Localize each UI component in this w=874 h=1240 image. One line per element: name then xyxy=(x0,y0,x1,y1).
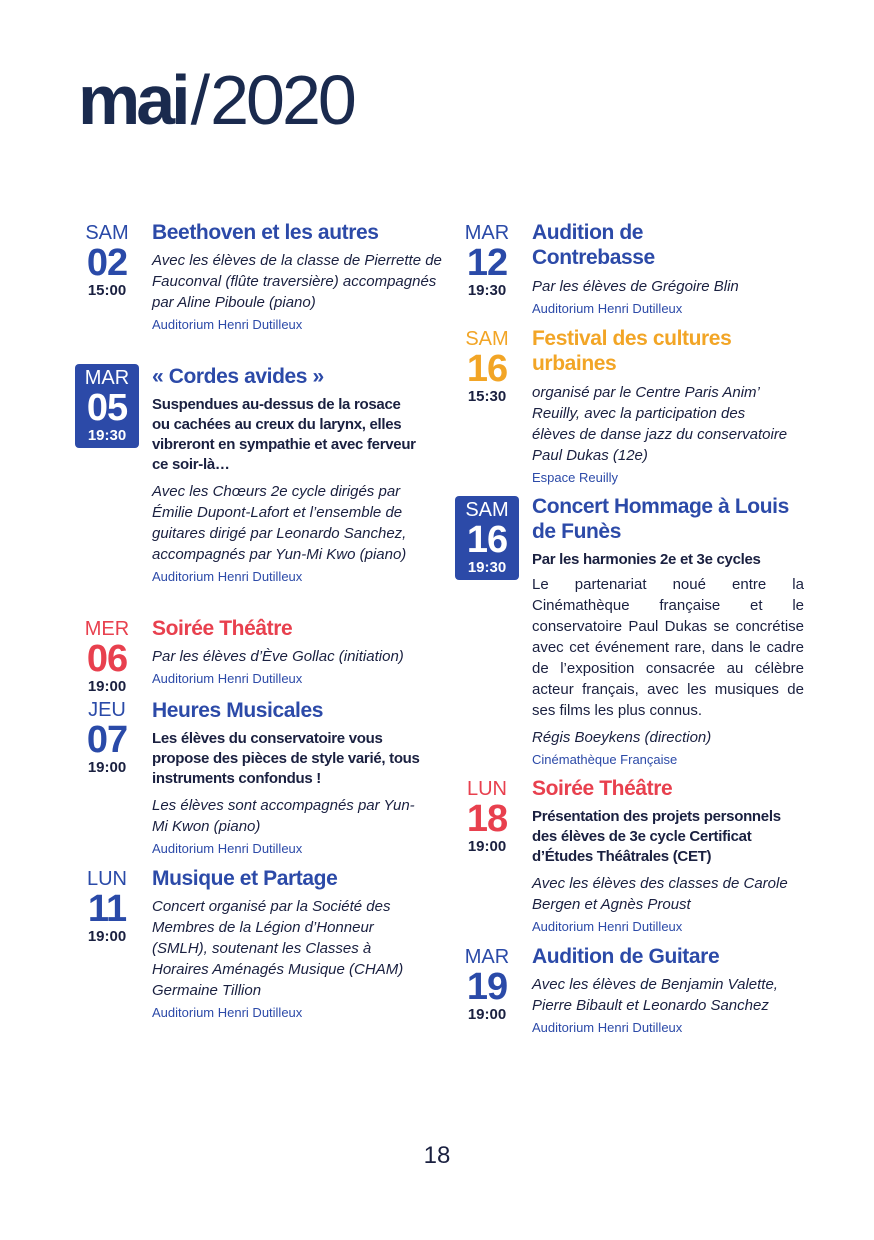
event-venue: Auditorium Henri Dutilleux xyxy=(152,569,303,584)
event-description: Avec les élèves de la classe de Pierrette de Fauconval (flûte traversière) accompagnés par Aline Piboule (piano) xyxy=(152,252,442,311)
event-description: Par les élèves d’Ève Gollac (initiation) xyxy=(152,648,404,665)
event-time: 19:00 xyxy=(87,759,127,776)
event-date xyxy=(75,364,139,448)
event-venue: Espace Reuilly xyxy=(532,470,618,485)
event-date xyxy=(455,496,519,580)
event-day-number: 16 xyxy=(466,519,508,561)
event-entry xyxy=(152,866,424,1022)
event-date xyxy=(75,618,139,695)
event-description: Par les élèves de Grégoire Blin xyxy=(532,278,739,295)
event-entry xyxy=(532,220,742,318)
page-title xyxy=(78,60,354,140)
event-entry xyxy=(152,364,420,586)
event-day: LUN xyxy=(86,868,127,890)
event-title: Concert Hommage à Louis de Funès xyxy=(532,495,789,543)
event-day-number: 18 xyxy=(466,798,508,840)
event-venue: Auditorium Henri Dutilleux xyxy=(152,841,303,856)
event-description: Avec les élèves des classes de Carole Bergen et Agnès Proust xyxy=(532,875,788,913)
event-time: 19:00 xyxy=(87,678,127,695)
event-date xyxy=(75,868,139,945)
title-slash: / xyxy=(190,61,211,139)
event-description: Avec les Chœurs 2e cycle dirigés par Émilie Dupont-Lafort et l’ensemble de guitares dirigé par Leonardo Sanchez, accompagnés par Yun-Mi Kwo (piano) xyxy=(152,483,407,563)
event-venue: Auditorium Henri Dutilleux xyxy=(532,301,683,316)
event-venue: Auditorium Henri Dutilleux xyxy=(152,317,303,332)
event-description: Concert organisé par la Société des Membres de la Légion d’Honneur (SMLH), soutenant les Classes à Horaires Aménagés Musique (CHAM) Germaine Tillion xyxy=(152,898,404,999)
event-time: 19:00 xyxy=(467,1006,507,1023)
event-title: Soirée Théâtre xyxy=(532,777,673,800)
event-title: Heures Musicales xyxy=(152,699,324,722)
event-day: LUN xyxy=(466,778,507,800)
event-day: MAR xyxy=(464,946,510,968)
event-day-number: 11 xyxy=(87,888,127,930)
event-time: 19:30 xyxy=(87,427,127,444)
event-day: MAR xyxy=(464,222,510,244)
event-title: « Cordes avides » xyxy=(152,365,324,388)
event-date xyxy=(455,778,519,855)
title-year: 2020 xyxy=(210,61,354,139)
event-day: MER xyxy=(84,618,130,640)
event-day-number: 16 xyxy=(466,348,508,390)
event-venue: Auditorium Henri Dutilleux xyxy=(532,919,683,934)
event-time: 15:00 xyxy=(87,282,127,299)
event-date xyxy=(455,328,519,405)
event-entry xyxy=(532,776,804,936)
event-title: Audition de Contrebasse xyxy=(532,221,655,269)
event-title: Musique et Partage xyxy=(152,867,338,890)
event-day-number: 07 xyxy=(86,719,128,761)
event-title: Festival des cultures urbaines xyxy=(532,327,732,375)
event-date xyxy=(455,946,519,1023)
event-date xyxy=(75,222,139,299)
event-description: Avec les élèves de Benjamin Valette, Pierre Bibault et Leonardo Sanchez xyxy=(532,976,778,1014)
event-time: 19:00 xyxy=(87,928,127,945)
event-day-number: 06 xyxy=(86,638,128,680)
event-time: 19:30 xyxy=(467,282,507,299)
event-lead: Par les harmonies 2e et 3e cycles xyxy=(532,551,761,568)
event-day: JEU xyxy=(88,699,126,721)
event-time: 15:30 xyxy=(467,388,507,405)
event-venue: Cinémathèque Française xyxy=(532,752,678,767)
event-title: Audition de Guitare xyxy=(532,945,720,968)
event-entry xyxy=(532,944,804,1037)
event-date xyxy=(75,699,139,776)
event-entry xyxy=(152,698,422,858)
title-month: mai xyxy=(78,61,187,139)
event-entry xyxy=(152,616,442,688)
page-number: 18 xyxy=(423,1142,451,1169)
event-lead: Les élèves du conservatoire vous propose des pièces de style varié, tous instruments confondus ! xyxy=(152,730,420,787)
event-day-number: 19 xyxy=(466,966,508,1008)
event-venue: Auditorium Henri Dutilleux xyxy=(532,1020,683,1035)
event-day: SAM xyxy=(465,499,509,521)
event-entry xyxy=(532,326,788,487)
event-description: Les élèves sont accompagnés par Yun-Mi Kwon (piano) xyxy=(152,797,415,835)
event-day: SAM xyxy=(465,328,509,350)
event-title: Soirée Théâtre xyxy=(152,617,293,640)
event-lead: Suspendues au-dessus de la rosace ou cachées au creux du larynx, elles vibreront en sympathie et avec ferveur ce soir-là… xyxy=(152,396,416,473)
event-lead: Présentation des projets personnels des élèves de 3e cycle Certificat d’Études Théâtrales (CET) xyxy=(532,808,781,865)
event-date xyxy=(455,222,519,299)
event-venue: Auditorium Henri Dutilleux xyxy=(152,671,303,686)
event-day: SAM xyxy=(85,222,129,244)
event-title: Beethoven et les autres xyxy=(152,221,379,244)
event-venue: Auditorium Henri Dutilleux xyxy=(152,1005,303,1020)
event-entry xyxy=(152,220,442,334)
event-entry xyxy=(532,494,804,769)
event-day: MAR xyxy=(84,367,130,389)
event-day-number: 12 xyxy=(466,242,508,284)
event-time: 19:30 xyxy=(467,559,507,576)
event-description: Régis Boeykens (direction) xyxy=(532,729,712,746)
event-time: 19:00 xyxy=(467,838,507,855)
event-day-number: 05 xyxy=(86,387,128,429)
event-description: organisé par le Centre Paris Anim’ Reuilly, avec la participation des élèves de danse jazz du conservatoire Paul Dukas (12e) xyxy=(532,384,788,464)
event-day-number: 02 xyxy=(86,242,128,284)
event-body: Le partenariat noué entre la Cinémathèque française et le conservatoire Paul Dukas se concrétise avec cet événement rare, dans le cadre de l’exposition consacrée au célèbre acteur français, avec les musiques de ses films les plus connus. xyxy=(532,576,804,719)
